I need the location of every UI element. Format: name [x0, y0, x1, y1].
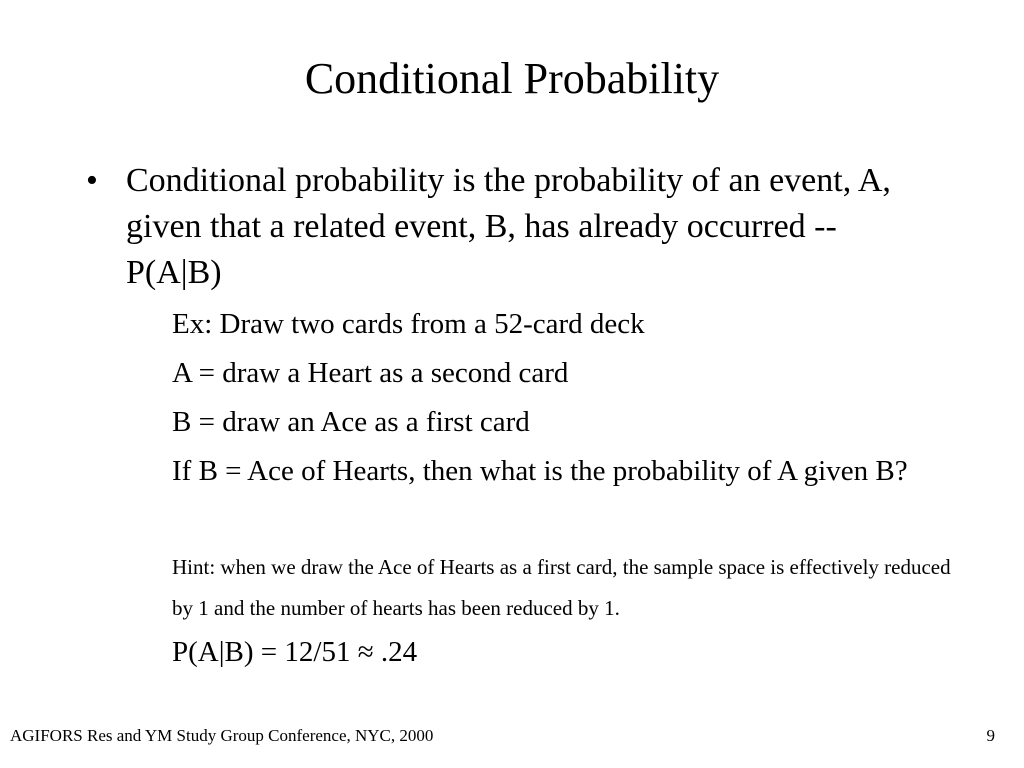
footer-page-number: 9	[986, 726, 995, 745]
answer-text: P(A|B) = 12/51 ≈ .24	[172, 636, 418, 668]
slide-title: Conditional Probability	[304, 54, 720, 103]
sub-item-question: If B = Ace of Hearts, then what is the probability of A given B?	[172, 455, 908, 487]
footer-conference: AGIFORS Res and YM Study Group Conference, NYC, 2000	[10, 726, 434, 745]
bullet-icon: •	[86, 162, 98, 199]
sub-item-event-a: A = draw a Heart as a second card	[172, 357, 569, 389]
sub-item-event-b: B = draw an Ace as a first card	[172, 406, 530, 438]
hint-text: Hint: when we draw the Ace of Hearts as a first card, the sample space is effectively reduced by 1 and the number of hearts has been reduced by 1.	[172, 555, 951, 620]
bullet-text: Conditional probability is the probability of an event, A, given that a related event, B, has already occurred -- P(A|B)	[126, 162, 891, 291]
sub-item-example: Ex: Draw two cards from a 52-card deck	[172, 308, 645, 340]
